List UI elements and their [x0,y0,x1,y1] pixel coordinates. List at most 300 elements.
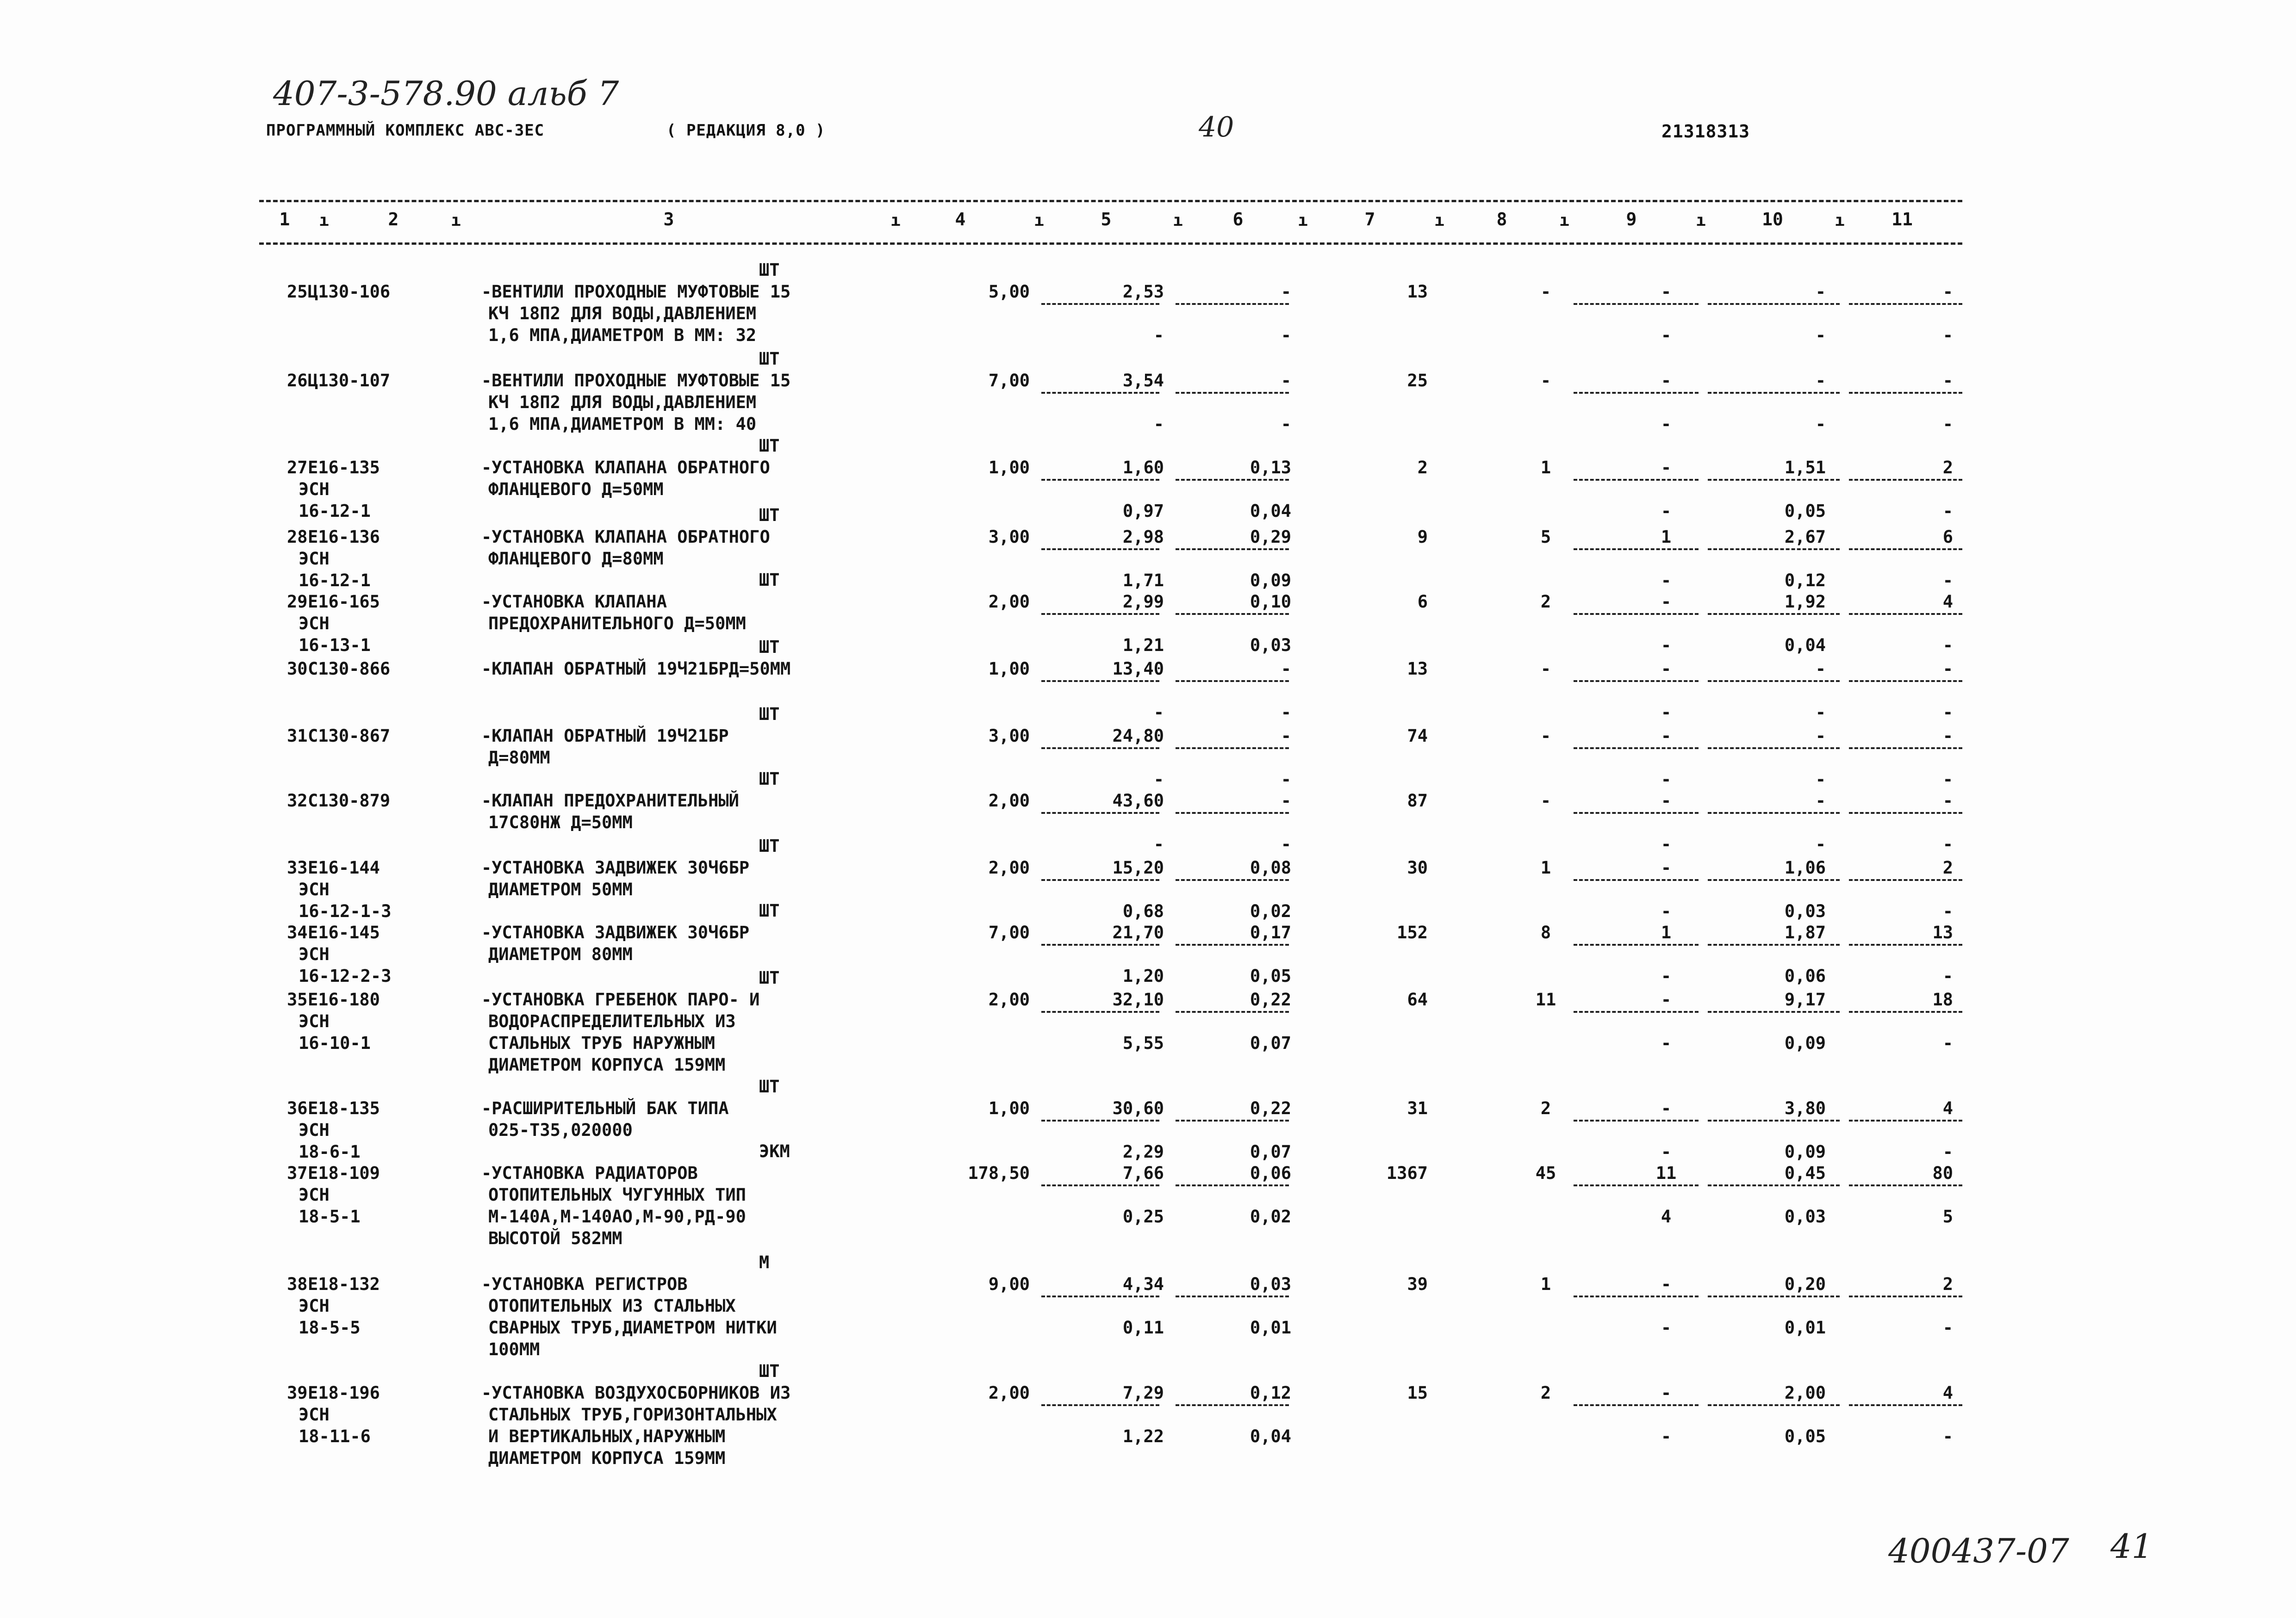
row-number: 39 [287,1383,308,1403]
description-line: М-140А,М-140АО,М-90,РД-90 [488,1207,746,1227]
value-divider [1176,747,1289,749]
total-labor-sub-value: - [1942,570,1953,590]
wage-value: 0,22 [1250,1098,1291,1118]
value-divider [1849,1404,1962,1406]
value-divider [1574,392,1699,394]
row-number: 28 [287,527,308,547]
handwritten-page-number: 40 [1199,111,1234,143]
total-labor-value: 6 [1942,527,1953,547]
norm-code: С130-867 [308,726,391,746]
value-divider [1176,812,1289,814]
wage-sub-value: - [1281,702,1291,722]
unit-cost-sub-value: 2,29 [1122,1142,1164,1162]
wage-sub-value: 0,04 [1250,1426,1291,1446]
machine-cost-value: - [1661,458,1672,477]
labor-sub-value: 0,03 [1784,1207,1826,1227]
column-number-6: 6 [1232,209,1244,229]
description-line: -УСТАНОВКА ГРЕБЕНОК ПАРО- И [481,990,760,1010]
labor-value: 1,92 [1784,592,1826,612]
value-divider [1176,944,1289,946]
norm-code-source: ЭСН [299,614,330,633]
labor-sub-value: 0,05 [1784,501,1826,521]
unit-cost-value: 43,60 [1112,791,1164,811]
value-divider [1708,1184,1840,1186]
norm-code-source: ЭСН [299,1120,330,1140]
wage-value: 0,03 [1250,1274,1291,1294]
description-line: ПРЕДОХРАНИТЕЛЬНОГО Д=50ММ [488,614,746,633]
quantity-value: 9,00 [988,1274,1030,1294]
norm-code-source: ЭСН [299,1185,330,1205]
value-divider [1574,1296,1699,1297]
quantity-value: 2,00 [988,1383,1030,1403]
value-divider [1176,1296,1289,1297]
description-line: -УСТАНОВКА КЛАПАНА ОБРАТНОГО [481,527,770,547]
total-labor-sub-value: - [1942,769,1953,789]
total-labor-sub-value: - [1942,414,1953,434]
labor-value: 1,87 [1784,923,1826,942]
machine-sub-value: - [1661,769,1672,789]
total-wage-value: 11 [1535,990,1556,1010]
quantity-value: 2,00 [988,858,1030,878]
unit-label: ШТ [759,968,780,988]
machine-cost-value: - [1661,791,1672,811]
total-labor-value: - [1942,726,1953,746]
machine-cost-value: 11 [1655,1163,1677,1183]
description-line: ОТОПИТЕЛЬНЫХ ИЗ СТАЛЬНЫХ [488,1296,736,1316]
value-divider [1708,613,1840,615]
column-separator: ı [1434,211,1444,230]
description-line: -УСТАНОВКА ЗАДВИЖЕК 30Ч6БР [481,923,750,942]
description-line: -КЛАПАН ПРЕДОХРАНИТЕЛЬНЫЙ [481,791,739,811]
unit-cost-sub-value: 0,25 [1122,1207,1164,1227]
total-labor-sub-value: - [1942,702,1953,722]
value-divider [1176,548,1289,550]
value-divider [1176,303,1289,305]
machine-cost-value: - [1661,990,1672,1010]
quantity-value: 1,00 [988,458,1030,477]
value-divider [1041,548,1159,550]
labor-sub-value: - [1815,769,1826,789]
labor-sub-value: 0,09 [1784,1033,1826,1053]
wage-sub-value: 0,05 [1250,966,1291,986]
value-divider [1574,1011,1699,1013]
column-number-4: 4 [955,209,966,229]
row-number: 34 [287,923,308,942]
wage-value: - [1281,282,1291,302]
quantity-value: 1,00 [988,659,1030,679]
value-divider [1041,479,1159,481]
row-number: 37 [287,1163,308,1183]
machine-sub-value: - [1661,570,1672,590]
wage-sub-value: 0,01 [1250,1318,1291,1338]
description-line: Д=80ММ [488,748,550,768]
machine-sub-value: - [1661,635,1672,655]
total-labor-value: 13 [1932,923,1953,942]
labor-value: 2,67 [1784,527,1826,547]
labor-value: 9,17 [1784,990,1826,1010]
unit-cost-value: 1,60 [1122,458,1164,477]
value-divider [1708,303,1840,305]
total-cost-value: 39 [1407,1274,1428,1294]
description-line: -УСТАНОВКА КЛАПАНА [481,592,667,612]
value-divider [1176,680,1289,682]
quantity-value: 1,00 [988,1098,1030,1118]
quantity-value: 3,00 [988,726,1030,746]
value-divider [1708,1296,1840,1297]
unit-label: ШТ [759,1077,780,1097]
machine-sub-value: - [1661,966,1672,986]
labor-value: 2,00 [1784,1383,1826,1403]
total-wage-value: 2 [1540,592,1551,612]
value-divider [1849,944,1962,946]
unit-label: ШТ [759,349,780,369]
total-cost-value: 2 [1417,458,1428,477]
labor-value: - [1815,726,1826,746]
total-cost-value: 13 [1407,282,1428,302]
wage-sub-value: - [1281,325,1291,345]
unit-label: ШТ [759,570,780,590]
description-line: ДИАМЕТРОМ 50ММ [488,880,633,899]
column-separator: ı [451,211,461,230]
unit-cost-value: 2,98 [1122,527,1164,547]
value-divider [1574,879,1699,881]
norm-code: Е16-145 [308,923,380,942]
total-labor-sub-value: - [1942,501,1953,521]
machine-cost-value: - [1661,1383,1672,1403]
description-line: ФЛАНЦЕВОГО Д=50ММ [488,479,664,499]
value-divider [1041,812,1159,814]
row-number: 35 [287,990,308,1010]
description-line: ВЫСОТОЙ 582ММ [488,1228,622,1248]
total-wage-value: 2 [1540,1383,1551,1403]
wage-value: 0,22 [1250,990,1291,1010]
value-divider [1849,747,1962,749]
row-number: 29 [287,592,308,612]
unit-cost-value: 13,40 [1112,659,1164,679]
labor-value: - [1815,371,1826,391]
wage-value: 0,13 [1250,458,1291,477]
norm-code-ref: 18-5-5 [299,1318,361,1338]
unit-cost-value: 32,10 [1112,990,1164,1010]
wage-sub-value: 0,07 [1250,1033,1291,1053]
total-cost-value: 64 [1407,990,1428,1010]
total-labor-sub-value: - [1942,966,1953,986]
labor-sub-value: 0,03 [1784,901,1826,921]
value-divider [1708,747,1840,749]
row-number: 27 [287,458,308,477]
norm-code: Е16-165 [308,592,380,612]
unit-cost-sub-value: 1,20 [1122,966,1164,986]
unit-cost-value: 2,53 [1122,282,1164,302]
labor-sub-value: - [1815,325,1826,345]
total-labor-sub-value: - [1942,901,1953,921]
total-labor-value: 80 [1932,1163,1953,1183]
value-divider [1176,1184,1289,1186]
total-labor-sub-value: - [1942,1142,1953,1162]
total-cost-value: 15 [1407,1383,1428,1403]
unit-cost-sub-value: 0,97 [1122,501,1164,521]
value-divider [1574,613,1699,615]
row-number: 26 [287,371,308,391]
wage-sub-value: 0,07 [1250,1142,1291,1162]
program-title: ПРОГРАММНЫЙ КОМПЛЕКС АВС-ЗЕС [266,121,545,140]
norm-code-ref: 16-13-1 [299,635,371,655]
norm-code-source: ЭСН [299,944,330,964]
value-divider [1574,1184,1699,1186]
total-wage-value: - [1540,659,1551,679]
column-number-5: 5 [1101,209,1112,229]
description-line: СТАЛЬНЫХ ТРУБ НАРУЖНЫМ [488,1033,716,1053]
unit-cost-value: 30,60 [1112,1098,1164,1118]
total-labor-value: - [1942,791,1953,811]
wage-value: - [1281,371,1291,391]
value-divider [1849,1120,1962,1122]
value-divider [1574,1404,1699,1406]
value-divider [1849,613,1962,615]
quantity-value: 5,00 [988,282,1030,302]
value-divider [1574,479,1699,481]
machine-sub-value: - [1661,1426,1672,1446]
wage-value: - [1281,791,1291,811]
total-labor-value: 4 [1942,1098,1953,1118]
machine-sub-value: - [1661,1142,1672,1162]
value-divider [1041,1011,1159,1013]
machine-cost-value: - [1661,282,1672,302]
column-number-8: 8 [1496,209,1507,229]
quantity-value: 2,00 [988,791,1030,811]
unit-cost-sub-value: 1,21 [1122,635,1164,655]
value-divider [1041,1120,1159,1122]
value-divider [1574,303,1699,305]
norm-code: Е16-136 [308,527,380,547]
norm-code-ref: 16-12-1 [299,570,371,590]
labor-value: 3,80 [1784,1098,1826,1118]
value-divider [1176,479,1289,481]
description-line: КЧ 18П2 ДЛЯ ВОДЫ,ДАВЛЕНИЕМ [488,304,757,323]
labor-sub-value: 0,01 [1784,1318,1826,1338]
column-number-9: 9 [1626,209,1637,229]
norm-code: С130-879 [308,791,391,811]
document-code: 21318313 [1661,121,1750,142]
labor-value: - [1815,791,1826,811]
value-divider [1708,879,1840,881]
unit-label: ШТ [759,1361,780,1381]
total-labor-value: 4 [1942,592,1953,612]
total-cost-value: 6 [1417,592,1428,612]
machine-sub-value: - [1661,414,1672,434]
handwritten-bottom-ref: 400437-07 [1888,1531,2069,1570]
labor-value: 0,20 [1784,1274,1826,1294]
value-divider [1041,879,1159,881]
norm-code-ref: 18-6-1 [299,1142,361,1162]
value-divider [1041,747,1159,749]
value-divider [1708,1120,1840,1122]
description-line: 1,6 МПА,ДИАМЕТРОМ В ММ: 40 [488,414,757,434]
value-divider [1574,548,1699,550]
machine-cost-value: - [1661,659,1672,679]
total-cost-value: 1367 [1386,1163,1428,1183]
unit-cost-sub-value: - [1153,769,1164,789]
value-divider [1708,1011,1840,1013]
total-labor-value: - [1942,282,1953,302]
norm-code-ref: 16-12-1 [299,501,371,521]
value-divider [1849,479,1962,481]
wage-sub-value: - [1281,834,1291,854]
quantity-value: 7,00 [988,923,1030,942]
value-divider [1041,1184,1159,1186]
unit-cost-sub-value: - [1153,325,1164,345]
unit-cost-value: 24,80 [1112,726,1164,746]
column-number-11: 11 [1892,209,1913,229]
value-divider [1849,1011,1962,1013]
description-line: -УСТАНОВКА РАДИАТОРОВ [481,1163,698,1183]
unit-cost-sub-value: - [1153,702,1164,722]
total-labor-value: - [1942,371,1953,391]
value-divider [1708,1404,1840,1406]
value-divider [1849,1184,1962,1186]
machine-sub-value: - [1661,1033,1672,1053]
column-separator: ı [1298,211,1308,230]
value-divider [1708,479,1840,481]
machine-cost-value: 1 [1661,527,1672,547]
description-line: КЧ 18П2 ДЛЯ ВОДЫ,ДАВЛЕНИЕМ [488,392,757,412]
value-divider [1041,392,1159,394]
unit-cost-value: 7,29 [1122,1383,1164,1403]
description-line: ДИАМЕТРОМ КОРПУСА 159ММ [488,1448,726,1468]
total-wage-value: 1 [1540,858,1551,878]
machine-cost-value: - [1661,726,1672,746]
wage-value: 0,17 [1250,923,1291,942]
wage-sub-value: 0,03 [1250,635,1291,655]
value-divider [1574,812,1699,814]
value-divider [1574,747,1699,749]
labor-sub-value: 0,09 [1784,1142,1826,1162]
machine-sub-value: - [1661,501,1672,521]
column-number-2: 2 [388,209,399,229]
total-cost-value: 30 [1407,858,1428,878]
header-rule-bottom [259,242,1962,245]
value-divider [1574,944,1699,946]
wage-sub-value: 0,02 [1250,1207,1291,1227]
value-divider [1041,1404,1159,1406]
labor-sub-value: - [1815,414,1826,434]
total-labor-sub-value: - [1942,1318,1953,1338]
labor-sub-value: - [1815,702,1826,722]
column-separator: ı [1835,211,1845,230]
machine-sub-value: 4 [1661,1207,1672,1227]
total-labor-sub-value: - [1942,1033,1953,1053]
column-number-3: 3 [663,209,674,229]
description-line: 025-Т35,020000 [488,1120,633,1140]
description-line: -ВЕНТИЛИ ПРОХОДНЫЕ МУФТОВЫЕ 15 [481,282,791,302]
total-cost-value: 152 [1397,923,1428,942]
value-divider [1708,944,1840,946]
unit-cost-sub-value: 5,55 [1122,1033,1164,1053]
norm-code-ref: 16-12-2-3 [299,966,392,986]
column-separator: ı [319,211,329,230]
handwritten-sheet-number: 41 [2110,1527,2153,1566]
norm-code: Е18-109 [308,1163,380,1183]
row-number: 32 [287,791,308,811]
total-cost-value: 87 [1407,791,1428,811]
value-divider [1849,303,1962,305]
quantity-value: 2,00 [988,592,1030,612]
wage-sub-value: 0,02 [1250,901,1291,921]
value-divider [1708,392,1840,394]
value-divider [1176,1011,1289,1013]
unit-label: ЭКМ [759,1141,790,1161]
norm-code: Е16-135 [308,458,380,477]
machine-cost-value: - [1661,1274,1672,1294]
description-line: -УСТАНОВКА КЛАПАНА ОБРАТНОГО [481,458,770,477]
unit-cost-value: 7,66 [1122,1163,1164,1183]
total-wage-value: 2 [1540,1098,1551,1118]
total-cost-value: 31 [1407,1098,1428,1118]
value-divider [1849,812,1962,814]
value-divider [1041,680,1159,682]
unit-cost-sub-value: 0,11 [1122,1318,1164,1338]
unit-cost-value: 15,20 [1112,858,1164,878]
value-divider [1041,613,1159,615]
machine-cost-value: - [1661,371,1672,391]
row-number: 25 [287,282,308,302]
value-divider [1849,879,1962,881]
value-divider [1708,548,1840,550]
total-cost-value: 74 [1407,726,1428,746]
unit-label: ШТ [759,836,780,856]
total-labor-value: - [1942,659,1953,679]
column-separator: ı [1559,211,1569,230]
wage-sub-value: - [1281,769,1291,789]
machine-sub-value: - [1661,325,1672,345]
labor-value: 0,45 [1784,1163,1826,1183]
header-rule-top [259,200,1962,202]
unit-cost-sub-value: 1,22 [1122,1426,1164,1446]
norm-code-source: ЭСН [299,1011,330,1031]
value-divider [1708,680,1840,682]
norm-code-source: ЭСН [299,479,330,499]
labor-sub-value: 0,06 [1784,966,1826,986]
column-number-10: 10 [1762,209,1783,229]
description-line: -КЛАПАН ОБРАТНЫЙ 19Ч21БР [481,726,729,746]
value-divider [1574,680,1699,682]
row-number: 36 [287,1098,308,1118]
machine-cost-value: 1 [1661,923,1672,942]
total-cost-value: 13 [1407,659,1428,679]
row-number: 38 [287,1274,308,1294]
wage-sub-value: 0,04 [1250,501,1291,521]
machine-sub-value: - [1661,1318,1672,1338]
labor-value: - [1815,282,1826,302]
machine-cost-value: - [1661,592,1672,612]
norm-code-ref: 18-11-6 [299,1426,371,1446]
wage-value: 0,12 [1250,1383,1291,1403]
machine-sub-value: - [1661,901,1672,921]
total-labor-sub-value: 5 [1942,1207,1953,1227]
unit-cost-value: 2,99 [1122,592,1164,612]
norm-code: Е16-144 [308,858,380,878]
unit-cost-sub-value: - [1153,414,1164,434]
value-divider [1176,613,1289,615]
column-separator: ı [1034,211,1044,230]
total-wage-value: - [1540,726,1551,746]
wage-value: - [1281,659,1291,679]
labor-sub-value: 0,04 [1784,635,1826,655]
edition-label: ( РЕДАКЦИЯ 8,0 ) [666,121,826,140]
value-divider [1041,944,1159,946]
value-divider [1176,879,1289,881]
labor-value: 1,51 [1784,458,1826,477]
